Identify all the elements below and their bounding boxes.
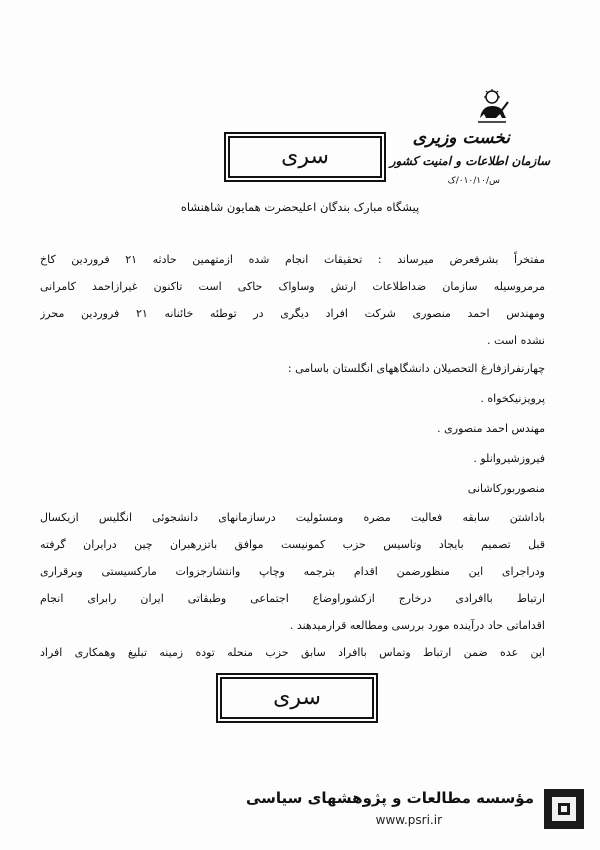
institute-name: مؤسسه مطالعات و پژوهشهای سیاسی [245,789,534,807]
footer-watermark [245,785,592,837]
address-line: پیشگاه مبارک بندگان اعلیحضرت همایون شاهنشاه [180,200,420,214]
body-line: نشده است . [487,334,545,347]
body-line: قبل تصمیم بایجاد وتاسیس حزب کمونیست موافق باتزرهبران چین درایران گرفته [40,538,545,551]
body-line: ارتباط باافرادی درخارج ازکشوراوضاع اجتماعی وطبقاتی ایران رابرای انجام [40,592,545,605]
body-line: ومهندس احمد منصوری شرکت افراد دیگری در توطئه خائنانه ۲۱ فروردین محرز [40,307,545,320]
names-intro: چهارنفرازفارغ التحصیلان دانشگاههای انگلستان باسامی : [287,362,545,375]
body-line: باداشتن سابقه فعالیت مضره ومسئولیت درسازمانهای دانشجوئی انگلیس ازیکسال [40,511,545,524]
institute-url: www.psri.ir [375,813,442,827]
name-item: پرویزنیکخواه . [480,392,545,405]
name-item: منصوربورکاشانی [467,482,545,495]
body-line: مفتخراً بشرفعرض میرساند : تحقیقات انجام شده ازمتهمین حادثه ۲۱ فروردین کاخ [40,253,545,266]
body-line: اقداماتی حاد درآینده مورد بررسی ومطالعه قرارمیدهند . [289,619,545,632]
name-item: مهندس احمد منصوری . [437,422,545,435]
letterhead-reference: س/۰۱۰/۱۰/ک [447,176,500,186]
psri-logo-icon [544,789,584,829]
body-line: ودراجرای این منظورضمن اقدام بترجمه وچاپ وانتشارجزوات مارکسیستی وبرقراری [40,565,545,578]
body-line: این عده ضمن ارتباط وتماس باافراد سابق حزب منحله توده زمینه تبلیغ وهمکاری افراد [40,646,545,659]
lion-and-sun-emblem-icon [472,88,512,128]
letter-body [40,246,545,666]
letterhead-agency: سازمان اطلاعات و امنیت کشور [389,154,550,168]
letterhead-ministry: نخست وزیری [412,128,510,148]
name-item: فیروزشیروانلو . [473,452,545,465]
body-line: مرمروسیله سازمان ضداطلاعات ارتش وساواک حاکی است تاکنون غیرازاحمد کامرانی [40,280,545,293]
classification-stamp-bottom: سری [220,677,374,719]
classification-stamp-top: سری [228,136,382,178]
